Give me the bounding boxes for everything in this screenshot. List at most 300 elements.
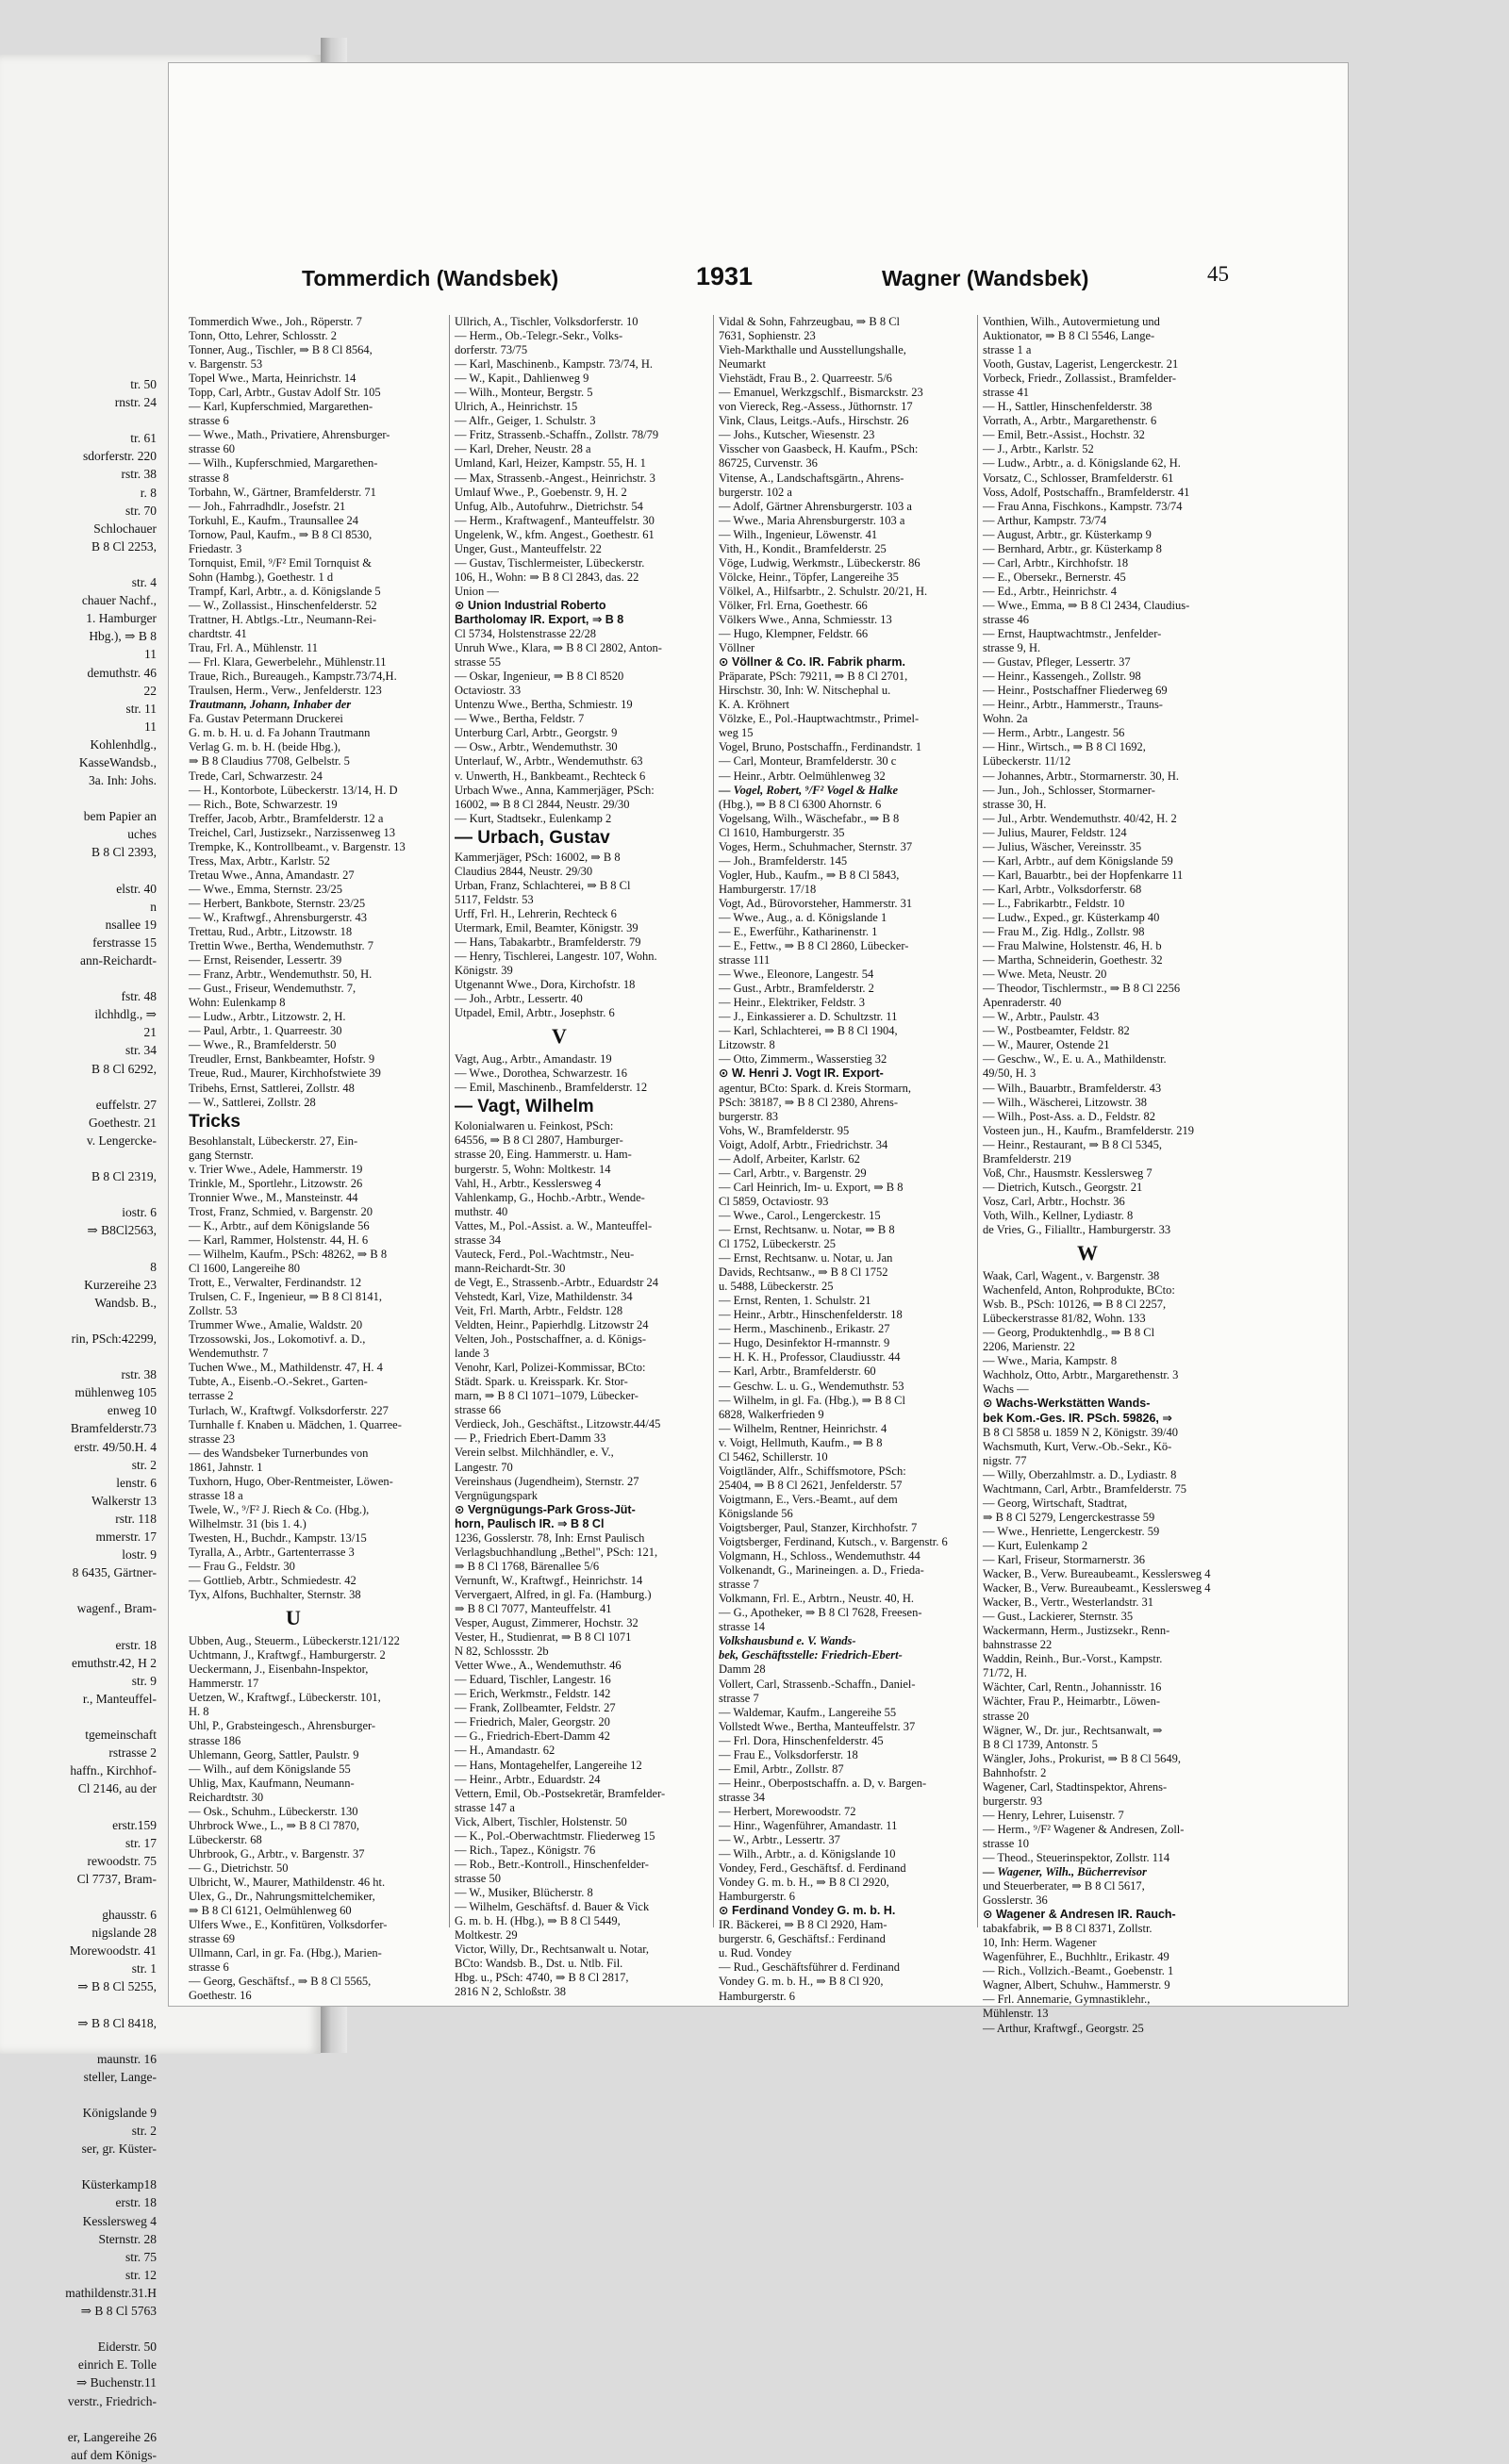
left-fragment-line: erstr. 18 xyxy=(115,1637,157,1652)
directory-entry-line: — G., Friedrich-Ebert-Damm 42 xyxy=(455,1729,610,1744)
directory-entry-line: Volkshausbund e. V. Wands- xyxy=(719,1634,856,1648)
directory-entry-line: — Karl, Arbtr., auf dem Königslande 59 xyxy=(983,853,1173,868)
directory-entry-line: Uhlemann, Georg, Sattler, Paulstr. 9 xyxy=(189,1747,359,1761)
directory-entry-line: Verlag G. m. b. H. (beide Hbg.), xyxy=(189,740,341,754)
directory-entry-line: — Gust., Lackierer, Sternstr. 35 xyxy=(983,1610,1134,1624)
directory-entry-line: 7631, Sophienstr. 23 xyxy=(719,329,816,343)
directory-entry-line: — Frau G., Feldstr. 30 xyxy=(189,1560,295,1574)
directory-entry-line: ⊙ W. Henri J. Vogt IR. Export- xyxy=(719,1067,884,1081)
directory-entry-line: — Wilh., Post-Ass. a. D., Feldstr. 82 xyxy=(983,1109,1155,1123)
directory-entry-line: Treffer, Jacob, Arbtr., Bramfelderstr. 12 a xyxy=(189,811,384,825)
left-fragment-line: nigslande 28 xyxy=(91,1926,157,1941)
directory-entry-line: — Oskar, Ingenieur, ⇒ B 8 Cl 8520 xyxy=(455,670,624,684)
directory-entry-line: Reichardtstr. 30 xyxy=(189,1790,264,1804)
directory-entry-line: — Waldemar, Kaufm., Langereihe 55 xyxy=(719,1705,897,1719)
directory-entry-line: Kammerjäger, PSch: 16002, ⇒ B 8 xyxy=(455,850,621,864)
left-fragment-line: rnstr. 24 xyxy=(114,395,157,410)
directory-entry-line: agentur, BCto: Spark. d. Kreis Stormarn, xyxy=(719,1081,911,1095)
directory-entry-line: Vith, H., Kondit., Bramfelderstr. 25 xyxy=(719,541,887,555)
left-fragment-line: B 8 Cl 2393, xyxy=(91,845,157,860)
directory-entry-line: N 82, Schlossstr. 2b xyxy=(455,1645,549,1659)
directory-entry-line: strasse 23 xyxy=(189,1431,235,1446)
directory-entry-line: Vetter Wwe., A., Wendemuthstr. 46 xyxy=(455,1659,622,1673)
directory-entry-line: — Kurt, Stadtsekr., Eulenkamp 2 xyxy=(455,811,612,825)
directory-entry-line: Wagenführer, E., Buchhltr., Erikastr. 49 xyxy=(983,1950,1169,1964)
directory-entry-line: chardtstr. 41 xyxy=(189,627,247,641)
directory-entry-line: strasse 50 xyxy=(455,1871,501,1885)
left-fragment-line: rstr. 38 xyxy=(121,467,157,482)
left-fragment-line: auf dem Königs- xyxy=(71,2447,157,2462)
directory-entry-line: Vink, Claus, Leitgs.-Aufs., Hirschstr. 26 xyxy=(719,414,909,428)
directory-entry-line: v. Unwerth, H., Bankbeamt., Rechteck 6 xyxy=(455,769,646,783)
left-fragment-line: tr. 50 xyxy=(130,377,157,391)
directory-entry-line: v. Bargenstr. 53 xyxy=(189,357,263,372)
directory-entry-line: — Osk., Schuhm., Lübeckerstr. 130 xyxy=(189,1804,358,1818)
directory-entry-line: Tronnier Wwe., M., Mansteinstr. 44 xyxy=(189,1190,358,1204)
letter-section-heading: U xyxy=(286,1606,301,1630)
directory-entry-line: ⇒ B 8 Cl 5279, Lengerckestrasse 59 xyxy=(983,1510,1155,1524)
directory-entry-line: — Ernst, Hauptwachtmstr., Jenfelder- xyxy=(983,627,1162,641)
directory-entry-line: Vosteen jun., H., Kaufm., Bramfelderstr. 219 xyxy=(983,1123,1195,1137)
left-fragment-line xyxy=(0,1797,157,1815)
directory-entry-line: Unfug, Alb., Autofuhrw., Dietrichstr. 54 xyxy=(455,499,643,513)
left-fragment-line: Goethestr. 21 xyxy=(89,1115,157,1130)
directory-entry-line: 16002, ⇒ B 8 Cl 2844, Neustr. 29/30 xyxy=(455,797,630,811)
directory-entry-line: Wägner, W., Dr. jur., Rechtsanwalt, ⇒ xyxy=(983,1723,1163,1737)
directory-entry-line: — Emil, Betr.-Assist., Hochstr. 32 xyxy=(983,428,1145,442)
directory-entry-line: — Gottlieb, Arbtr., Schmiedestr. 42 xyxy=(189,1574,357,1588)
directory-entry-line: Auktionator, ⇒ B 8 Cl 5546, Lange- xyxy=(983,329,1155,343)
left-fragment-line: r. 8 xyxy=(140,485,157,500)
directory-entry-line: Vieh-Markthalle und Ausstellungshalle, xyxy=(719,343,906,357)
directory-entry-line: — Julius, Wäscher, Vereinsstr. 35 xyxy=(983,839,1142,853)
left-fragment-line: uches xyxy=(127,827,157,842)
left-fragment-line: KasseWandsb., xyxy=(78,754,157,769)
directory-entry-line: Davids, Rechtsanw., ⇒ B 8 Cl 1752 xyxy=(719,1265,888,1280)
directory-entry-line: — Erich, Werkmstr., Feldstr. 142 xyxy=(455,1687,611,1701)
directory-entry-line: Trede, Carl, Schwarzestr. 24 xyxy=(189,769,323,783)
directory-entry-line: Hamburgerstr. 6 xyxy=(719,1989,796,2003)
header-left-guideword: Tommerdich (Wandsbek) xyxy=(302,266,559,290)
directory-entry-line: — H., Sattler, Hinschenfelderstr. 38 xyxy=(983,400,1152,414)
directory-entry-line: Völker, Frl. Erna, Goethestr. 66 xyxy=(719,598,868,612)
directory-entry-line: — Julius, Maurer, Feldstr. 124 xyxy=(983,825,1127,839)
directory-entry-line: strasse 10 xyxy=(983,1836,1029,1850)
directory-entry-line: — Wilhelm, Geschäftsf. d. Bauer & Vick xyxy=(455,1899,650,1913)
directory-entry-line: — Wwe., Maria, Kampstr. 8 xyxy=(983,1354,1118,1368)
left-fragment-line: rewoodstr. 75 xyxy=(87,1853,157,1868)
directory-entry-line: strasse 30, H. xyxy=(983,797,1047,811)
directory-entry-line: Völkers Wwe., Anna, Schmiesstr. 13 xyxy=(719,612,892,626)
directory-entry-line: v. Trier Wwe., Adele, Hammerstr. 19 xyxy=(189,1162,363,1176)
directory-entry-line: strasse 7 xyxy=(719,1691,759,1705)
directory-entry-line: — Wilhelm, Rentner, Heinrichstr. 4 xyxy=(719,1421,887,1435)
left-fragment-line xyxy=(0,411,157,429)
directory-entry-line: 1236, Gosslerstr. 78, Inh: Ernst Paulisch xyxy=(455,1530,645,1545)
directory-entry-line: — Carl, Monteur, Bramfelderstr. 30 c xyxy=(719,754,897,769)
directory-entry-line: — Franz, Arbtr., Wendemuthstr. 50, H. xyxy=(189,967,373,982)
left-fragment-line xyxy=(0,2320,157,2338)
directory-entry-line: ⊙ Ferdinand Vondey G. m. b. H. xyxy=(719,1904,896,1918)
directory-entry-line: — Frank, Zollbeamter, Feldstr. 27 xyxy=(455,1701,616,1715)
directory-entry-line: Litzowstr. 8 xyxy=(719,1038,775,1052)
directory-entry-line: Velten, Joh., Postschaffner, a. d. Königs- xyxy=(455,1332,647,1347)
directory-entry-line: — Frl. Annemarie, Gymnastiklehr., xyxy=(983,1993,1151,2007)
directory-entry-line: — Wwe., Emma, Sternstr. 23/25 xyxy=(189,882,342,896)
directory-entry-line: — Karl, Arbtr., Volksdorferstr. 68 xyxy=(983,882,1142,896)
directory-entry-line: — Emil, Arbtr., Zollstr. 87 xyxy=(719,1761,844,1776)
directory-entry-line: — Carl Heinrich, Im- u. Export, ⇒ B 8 xyxy=(719,1180,904,1194)
left-fragment-line: demuthstr. 46 xyxy=(87,665,157,680)
left-fragment-line: erstr. 18 xyxy=(115,2195,157,2210)
directory-entry-line: Wsb. B., PSch: 10126, ⇒ B 8 Cl 2257, xyxy=(983,1298,1167,1312)
left-fragment-line: emuthstr.42, H 2 xyxy=(72,1655,157,1670)
letter-section-heading: W xyxy=(1077,1241,1098,1265)
header-year: 1931 xyxy=(696,262,754,290)
directory-entry-line: — Jun., Joh., Schlosser, Stormarner- xyxy=(983,783,1155,797)
directory-entry-line: — Karl, Arbtr., Bramfelderstr. 60 xyxy=(719,1364,876,1379)
directory-entry-line: — Arthur, Kampstr. 73/74 xyxy=(983,513,1107,527)
directory-entry-line: — Rob., Betr.-Kontroll., Hinschenfelder- xyxy=(455,1857,649,1871)
directory-entry-line: strasse 18 a xyxy=(189,1488,243,1502)
directory-entry-line: — Georg, Wirtschaft, Stadtrat, xyxy=(983,1496,1128,1510)
directory-entry-line: strasse 6 xyxy=(189,1960,229,1975)
left-fragment-line: 11 xyxy=(144,719,157,734)
directory-entry-line: Cl 1600, Langereihe 80 xyxy=(189,1262,301,1276)
directory-entry-line: Tonn, Otto, Lehrer, Schlosstr. 2 xyxy=(189,329,337,343)
directory-entry-line: Trau, Frl. A., Mühlenstr. 11 xyxy=(189,641,318,655)
directory-entry-line: Wacker, B., Vertr., Westerlandstr. 31 xyxy=(983,1596,1154,1610)
left-fragment-line xyxy=(0,789,157,807)
left-fragment-line: ilchhdlg., ⇒ xyxy=(94,1007,157,1022)
left-fragment-line: str. 2 xyxy=(131,2124,157,2139)
directory-entry-line: 2816 N 2, Schloßstr. 38 xyxy=(455,1985,567,1999)
directory-entry-line: — J., Arbtr., Karlstr. 52 xyxy=(983,442,1094,456)
left-fragment-line: Cl 2146, au der xyxy=(77,1781,157,1796)
directory-entry-line: Utpadel, Emil, Arbtr., Josephstr. 6 xyxy=(455,1006,615,1020)
directory-entry-line: strasse 46 xyxy=(983,612,1029,626)
directory-entry-line: 1861, Jahnstr. 1 xyxy=(189,1460,263,1474)
directory-entry-line: Königstr. 39 xyxy=(455,964,513,978)
directory-entry-line: Zollstr. 53 xyxy=(189,1304,238,1318)
directory-entry-line: — Wwe., Henriette, Lengerckestr. 59 xyxy=(983,1524,1160,1538)
directory-entry-line: — Wwe., Dorothea, Schwarzestr. 16 xyxy=(455,1067,628,1081)
left-fragment-line: Morewoodstr. 41 xyxy=(69,1943,157,1959)
directory-entry-line: Wängler, Johs., Prokurist, ⇒ B 8 Cl 5649, xyxy=(983,1751,1181,1765)
directory-entry-line: Wohn: Eulenkamp 8 xyxy=(189,996,286,1010)
left-fragment-line: sdorferstr. 220 xyxy=(83,449,157,464)
directory-entry-line: — Wilh., Kupferschmied, Margarethen- xyxy=(189,456,378,471)
directory-entry-line: Moltkestr. 29 xyxy=(455,1928,518,1943)
directory-entry-line: — Karl, Dreher, Neustr. 28 a xyxy=(455,442,591,456)
directory-entry-line: — K., Pol.-Oberwachtmstr. Fliederweg 15 xyxy=(455,1828,655,1843)
directory-entry-line: — Frau E., Volksdorferstr. 18 xyxy=(719,1747,858,1761)
directory-entry-line: — W., Maurer, Ostende 21 xyxy=(983,1038,1110,1052)
directory-entry-line: Uetzen, W., Kraftwgf., Lübeckerstr. 101, xyxy=(189,1691,381,1705)
directory-entry-line: — Ernst, Reisender, Lessertr. 39 xyxy=(189,953,342,967)
directory-entry-line: u. Rud. Vondey xyxy=(719,1946,792,1960)
directory-entry-line: Tornquist, Emil, ⁹/F² Emil Tornquist & xyxy=(189,555,372,570)
left-fragment-line: ⇒ B8Cl2563, xyxy=(87,1223,157,1238)
directory-entry-line: — Wwe., Maria Ahrensburgerstr. 103 a xyxy=(719,513,905,527)
directory-entry-line: — Bernhard, Arbtr., gr. Küsterkamp 8 xyxy=(983,541,1162,555)
directory-entry-line: — Arthur, Kraftwgf., Georgstr. 25 xyxy=(983,2021,1144,2035)
directory-entry-line: Cl 5462, Schillerstr. 10 xyxy=(719,1449,828,1464)
directory-entry-line: Vöge, Ludwig, Werkmstr., Lübeckerstr. 86 xyxy=(719,555,920,570)
header-right-guideword: Wagner (Wandsbek) xyxy=(882,266,1089,290)
directory-entry-line: Vauteck, Ferd., Pol.-Wachtmstr., Neu- xyxy=(455,1247,635,1261)
directory-entry-line: — Henry, Lehrer, Luisenstr. 7 xyxy=(983,1808,1124,1822)
directory-entry-line: strasse 111 xyxy=(719,953,771,967)
directory-entry-line: Trampf, Karl, Arbtr., a. d. Königslande 5 xyxy=(189,584,381,598)
directory-entry-line: strasse 34 xyxy=(455,1232,501,1247)
left-fragment-line: 8 6435, Gärtner- xyxy=(72,1565,157,1580)
left-fragment-line: 22 xyxy=(143,683,157,698)
directory-entry-line: — Rich., Vollzich.-Beamt., Goebenstr. 1 xyxy=(983,1964,1174,1978)
directory-entry-line: strasse 14 xyxy=(719,1620,765,1634)
directory-entry-line: Vonthien, Wilh., Autovermietung und xyxy=(983,315,1160,328)
directory-entry-line: — Joh., Fahrradhdlr., Josefstr. 21 xyxy=(189,499,346,513)
left-fragment-line: str. 2 xyxy=(131,1457,157,1472)
directory-entry-line: — Wilh., Wäscherei, Litzowstr. 38 xyxy=(983,1095,1147,1109)
directory-entry-line: Vester, H., Studienrat, ⇒ B 8 Cl 1071 xyxy=(455,1630,632,1645)
left-fragment-line: tgemeinschaft xyxy=(85,1728,157,1743)
directory-entry-line: Vondey G. m. b. H., ⇒ B 8 Cl 2920, xyxy=(719,1876,889,1890)
directory-entry-line: v. Voigt, Hellmuth, Kaufm., ⇒ B 8 xyxy=(719,1435,883,1449)
directory-entry-line: Cl 1610, Hamburgerstr. 35 xyxy=(719,825,845,839)
left-fragment-line: Schlochauer xyxy=(93,521,157,536)
directory-entry-line: — Gust., Arbtr., Bramfelderstr. 2 xyxy=(719,982,874,996)
left-fragment-line: wagenf., Bram- xyxy=(76,1601,157,1616)
directory-entry-line: Vogelsang, Wilh., Wäschefabr., ⇒ B 8 xyxy=(719,811,900,825)
directory-entry-line: — Joh., Bramfelderstr. 145 xyxy=(719,853,848,868)
left-fragment-line: einrich E. Tolle xyxy=(77,2357,157,2373)
directory-entry-line: ⇒ B 8 Cl 6121, Oelmühlenweg 60 xyxy=(189,1904,352,1918)
directory-entry-line: — W., Arbtr., Lessertr. 37 xyxy=(719,1833,840,1847)
left-fragment-line: v. Lengercke- xyxy=(86,1133,157,1148)
left-fragment-line: mmerstr. 17 xyxy=(95,1530,157,1544)
left-fragment-line: rstr. 118 xyxy=(115,1511,157,1526)
left-fragment-line xyxy=(0,1312,157,1330)
directory-entry-line: — J., Einkassierer a. D. Schultzstr. 11 xyxy=(719,1010,898,1024)
directory-entry-line: B 8 Cl 1739, Antonstr. 5 xyxy=(983,1737,1098,1751)
directory-entry-line: — Osw., Arbtr., Wendemuthstr. 30 xyxy=(455,740,618,754)
left-fragment-line: ⇒ Buchenstr.11 xyxy=(75,2375,157,2390)
left-fragment-line: mathildenstr.31.H xyxy=(65,2285,157,2300)
left-fragment-line: mühlenweg 105 xyxy=(75,1385,157,1400)
column-2 xyxy=(455,315,666,1999)
directory-entry-line: von Viereck, Reg.-Assess., Jüthornstr. 17 xyxy=(719,400,913,414)
directory-entry-line: burgerstr. 93 xyxy=(983,1794,1042,1808)
directory-entry-line: — Heinr., Arbtr. Oelmühlenweg 32 xyxy=(719,769,886,783)
directory-entry-line: — Rud., Geschäftsführer d. Ferdinand xyxy=(719,1960,900,1975)
directory-entry-line: Wachenfeld, Anton, Rohprodukte, BCto: xyxy=(983,1283,1175,1298)
left-fragment-line: 3a. Inh: Johs. xyxy=(89,773,157,788)
directory-entry-line: Untenzu Wwe., Bertha, Schmiestr. 19 xyxy=(455,698,633,712)
left-fragment-line: euffelstr. 27 xyxy=(95,1097,157,1112)
directory-entry-line: Hamburgerstr. 17/18 xyxy=(719,882,817,896)
left-fragment-line: rstrasse 2 xyxy=(108,1745,157,1761)
directory-entry-line: horn, Paulisch IR. ⇒ B 8 Cl xyxy=(455,1516,605,1530)
directory-entry-line: 64556, ⇒ B 8 Cl 2807, Hamburger- xyxy=(455,1133,623,1148)
left-fragment-line xyxy=(0,1888,157,1906)
directory-entry-line: Voigt, Adolf, Arbtr., Friedrichstr. 34 xyxy=(719,1137,888,1151)
directory-entry-line: — H., Amandastr. 62 xyxy=(455,1744,556,1758)
directory-entry-line: Vettern, Emil, Ob.-Postsekretär, Bramfelder- xyxy=(455,1786,666,1800)
directory-entry-line: Vagt, Aug., Arbtr., Amandastr. 19 xyxy=(455,1052,612,1067)
directory-entry-line: — Martha, Schneiderin, Goethestr. 32 xyxy=(983,953,1163,967)
directory-entry-line: Tonner, Aug., Tischler, ⇒ B 8 Cl 8564, xyxy=(189,343,373,357)
directory-entry-line: — Wwe., Aug., a. d. Königslande 1 xyxy=(719,910,887,924)
directory-entry-line: Kolonialwaren u. Feinkost, PSch: xyxy=(455,1119,614,1133)
directory-entry-line: — Adolf, Gärtner Ahrensburgerstr. 103 a xyxy=(719,499,912,513)
directory-entry-line: Utgenannt Wwe., Dora, Kirchofstr. 18 xyxy=(455,978,636,992)
directory-entry-line: Cl 5734, Holstenstrasse 22/28 xyxy=(455,627,596,641)
directory-entry-line: 2206, Marienstr. 22 xyxy=(983,1340,1075,1354)
directory-entry-line: Tornow, Paul, Kaufm., ⇒ B 8 Cl 8530, xyxy=(189,527,373,541)
directory-entry-line: — Ernst, Rechtsanw. u. Notar, ⇒ B 8 xyxy=(719,1223,895,1236)
directory-entry-line: B 8 Cl 5858 u. 1859 N 2, Königstr. 39/40 xyxy=(983,1425,1178,1439)
directory-entry-line: — Kurt, Eulenkamp 2 xyxy=(983,1538,1088,1552)
left-fragment-line: verstr., Friedrich- xyxy=(67,2393,157,2408)
left-fragment-line: steller, Lange- xyxy=(83,2069,157,2084)
left-fragment-line: fstr. 48 xyxy=(121,989,157,1004)
directory-entry-line: de Vries, G., Filialltr., Hamburgerstr. 33 xyxy=(983,1223,1171,1236)
directory-entry-line: — G., Apotheker, ⇒ B 8 Cl 7628, Freesen- xyxy=(719,1606,922,1620)
directory-entry-line: — Herm., ⁹/F² Wagener & Andresen, Zoll- xyxy=(983,1822,1185,1836)
directory-entry-line: Bahnhofstr. 2 xyxy=(983,1765,1047,1779)
directory-entry-line: Vogler, Hub., Kaufm., ⇒ B 8 Cl 5843, xyxy=(719,868,900,882)
directory-entry-line: PSch: 38187, ⇒ B 8 Cl 2380, Ahrens- xyxy=(719,1095,898,1109)
left-fragment-line xyxy=(0,1348,157,1365)
directory-entry-line: Voigtsberger, Paul, Stanzer, Kirchhofstr. 7 xyxy=(719,1520,918,1534)
directory-entry-line: Wächter, Carl, Rentn., Johannisstr. 16 xyxy=(983,1680,1162,1695)
directory-entry-line: — Theod., Steuerinspektor, Zollstr. 114 xyxy=(983,1850,1170,1864)
directory-entry-line: Waak, Carl, Wagent., v. Bargenstr. 38 xyxy=(983,1269,1160,1283)
directory-entry-line: Voigtsberger, Ferdinand, Kutsch., v. Bargenstr. 6 xyxy=(719,1535,948,1549)
directory-entry-line: Veit, Frl. Marth, Arbtr., Feldstr. 128 xyxy=(455,1304,623,1317)
directory-entry-line: Voigtländer, Alfr., Schiffsmotore, PSch: xyxy=(719,1464,906,1478)
directory-entry-line: — Wilh., Monteur, Bergstr. 5 xyxy=(455,386,593,400)
directory-entry-line: ⇒ B 8 Claudius 7708, Gelbelstr. 5 xyxy=(189,754,350,769)
directory-entry-line: 106, H., Wohn: ⇒ B 8 Cl 2843, das. 22 xyxy=(455,570,639,584)
left-fragment-line: ghausstr. 6 xyxy=(102,1907,157,1922)
directory-entry-line: Wachsmuth, Kurt, Verw.-Ob.-Sekr., Kö- xyxy=(983,1439,1172,1453)
directory-entry-line: Turnhalle f. Knaben u. Mädchen, 1. Quarree- xyxy=(189,1417,402,1431)
left-fragment-line xyxy=(0,862,157,880)
directory-entry-line: Wachs — xyxy=(983,1382,1029,1397)
directory-entry-line: — Vogel, Robert, ⁹/F² Vogel & Halke xyxy=(719,783,899,797)
directory-entry-line: Trinkle, M., Sportlehr., Litzowstr. 26 xyxy=(189,1176,363,1190)
left-fragment-line: bem Papier an xyxy=(83,809,157,824)
directory-entry-line: Verdieck, Joh., Geschäftst., Litzowstr.44/45 xyxy=(455,1417,661,1431)
directory-entry-line: Urban, Franz, Schlachterei, ⇒ B 8 Cl xyxy=(455,878,631,892)
directory-entry-line: — L., Fabrikarbtr., Feldstr. 10 xyxy=(983,896,1125,910)
directory-entry-line: Vooth, Gustav, Lagerist, Lengerckestr. 21 xyxy=(983,357,1179,372)
left-fragment-line: lostr. 9 xyxy=(122,1547,157,1563)
directory-entry-line: Präparate, PSch: 79211, ⇒ B 8 Cl 2701, xyxy=(719,670,908,684)
directory-entry-line: Torbahn, W., Gärtner, Bramfelderstr. 71 xyxy=(189,485,376,499)
directory-entry-line: — Theodor, Tischlermstr., ⇒ B 8 Cl 2256 xyxy=(983,982,1181,996)
directory-entry-line: — W., Kapit., Dahlienweg 9 xyxy=(455,372,589,386)
directory-entry-line: Bartholomay IR. Export, ⇒ B 8 xyxy=(455,612,624,626)
directory-entry-line: Cl 5859, Octaviostr. 93 xyxy=(719,1194,829,1208)
directory-entry-line: — Heinr., Arbtr., Hammerstr., Trauns- xyxy=(983,698,1163,712)
directory-entry-line: strasse 8 xyxy=(189,471,229,485)
directory-entry-line: — Wwe., Bertha, Feldstr. 7 xyxy=(455,712,585,726)
directory-entry-line: — E., Ewerführ., Katharinenstr. 1 xyxy=(719,925,878,939)
directory-entry-line: Voges, Herm., Schuhmacher, Sternstr. 37 xyxy=(719,839,913,853)
left-fragment-line: lenstr. 6 xyxy=(116,1475,157,1490)
directory-entry-line: — Heinr., Restaurant, ⇒ B 8 Cl 5345, xyxy=(983,1137,1162,1151)
left-fragment-line: nsallee 19 xyxy=(105,917,157,932)
directory-entry-line: — Heinr., Oberpostschaffn. a. D, v. Bargen- xyxy=(719,1776,927,1790)
column-divider xyxy=(977,315,978,1927)
left-fragment-line: ser, gr. Küster- xyxy=(81,2142,157,2157)
letter-section-heading: V xyxy=(552,1024,567,1049)
directory-entry-line: — Ludw., Arbtr., Litzowstr. 2, H. xyxy=(189,1010,346,1024)
directory-entry-line: Traue, Rich., Bureaugeh., Kampstr.73/74,H. xyxy=(189,670,397,684)
directory-entry-line: burgerstr. 102 a xyxy=(719,485,792,499)
directory-entry-line: Trulsen, C. F., Ingenieur, ⇒ B 8 Cl 8141, xyxy=(189,1290,383,1304)
directory-entry-line: Friedastr. 3 xyxy=(189,541,242,555)
left-fragment-line: ann-Reichardt- xyxy=(80,953,157,967)
display-entry-heading: — Vagt, Wilhelm xyxy=(455,1097,594,1117)
directory-entry-line: Octaviostr. 33 xyxy=(455,684,522,698)
directory-entry-line: — W., Kraftwgf., Ahrensburgerstr. 43 xyxy=(189,910,367,924)
left-fragment-line: r., Manteuffel- xyxy=(82,1691,157,1706)
directory-entry-line: burgerstr. 5, Wohn: Moltkestr. 14 xyxy=(455,1162,611,1176)
directory-entry-line: G. m. b. H. (Hbg.), ⇒ B 8 Cl 5449, xyxy=(455,1914,621,1928)
directory-entry-line: Trettin Wwe., Bertha, Wendemuthstr. 7 xyxy=(189,939,373,953)
directory-entry-line: und Steuerberater, ⇒ B 8 Cl 5617, xyxy=(983,1879,1145,1893)
directory-entry-line: — W., Sattlerei, Zollstr. 28 xyxy=(189,1095,316,1109)
directory-entry-line: H. 8 xyxy=(189,1705,209,1719)
directory-entry-line: Trott, E., Verwalter, Ferdinandstr. 12 xyxy=(189,1276,362,1290)
directory-entry-line: Vogel, Bruno, Postschaffn., Ferdinandstr. 1 xyxy=(719,740,922,754)
directory-entry-line: dorferstr. 73/75 xyxy=(455,343,528,357)
directory-entry-line: Waddin, Reinh., Bur.-Vorst., Kampstr. xyxy=(983,1652,1163,1666)
directory-entry-line: — Georg, Geschäftsf., ⇒ B 8 Cl 5565, xyxy=(189,1975,372,1989)
directory-entry-line: Unruh Wwe., Klara, ⇒ B 8 Cl 2802, Anton- xyxy=(455,641,662,655)
directory-entry-line: ⇒ B 8 Cl 7077, Manteuffelstr. 41 xyxy=(455,1601,612,1615)
directory-entry-line: Trost, Franz, Schmied, v. Bargenstr. 20 xyxy=(189,1204,373,1218)
directory-entry-line: 6828, Walkerfrieden 9 xyxy=(719,1407,824,1421)
directory-entry-line: Vogt, Ad., Bürovorsteher, Hammerstr. 31 xyxy=(719,896,913,910)
directory-entry-line: burgerstr. 6, Geschäftsf.: Ferdinand xyxy=(719,1932,886,1946)
directory-entry-line: muthstr. 40 xyxy=(455,1204,508,1218)
directory-entry-line: Voth, Wilh., Kellner, Lydiastr. 8 xyxy=(983,1208,1134,1222)
directory-entry-line: — Adolf, Arbeiter, Karlstr. 62 xyxy=(719,1151,860,1166)
directory-entry-line: Hbg. u., PSch: 4740, ⇒ B 8 Cl 2817, xyxy=(455,1971,629,1985)
directory-entry-line: Twele, W., ⁹/F² J. Riech & Co. (Hbg.), xyxy=(189,1502,370,1516)
directory-entry-line: Hammerstr. 17 xyxy=(189,1677,259,1691)
directory-entry-line: Lübeckerstr. 11/12 xyxy=(983,754,1071,769)
directory-entry-line: — Ludw., Arbtr., a. d. Königslande 62, H. xyxy=(983,456,1181,471)
left-fragment-line: maunstr. 16 xyxy=(97,2051,157,2066)
directory-entry-line: — Wwe., Eleonore, Langestr. 54 xyxy=(719,967,874,982)
directory-entry-line: Städt. Spark. u. Kreisspark. Kr. Stor- xyxy=(455,1375,628,1389)
left-fragment-line xyxy=(0,1185,157,1203)
left-fragment-line: str. 12 xyxy=(124,2267,157,2282)
directory-entry-line: — Wilh., auf dem Königslande 55 xyxy=(189,1761,351,1776)
directory-entry-line: — Karl, Schlachterei, ⇒ B 8 Cl 1904, xyxy=(719,1024,898,1038)
directory-entry-line: — Heinr., Arbtr., Eduardstr. 24 xyxy=(455,1772,601,1786)
directory-entry-line: Ververgaert, Alfred, in gl. Fa. (Hamburg.) xyxy=(455,1587,652,1601)
display-entry-heading: Tricks xyxy=(189,1111,240,1132)
directory-entry-line: — Herm., Ob.-Telegr.-Sekr., Volks- xyxy=(455,329,623,343)
directory-entry-line: Vesper, August, Zimmerer, Hochstr. 32 xyxy=(455,1616,638,1630)
